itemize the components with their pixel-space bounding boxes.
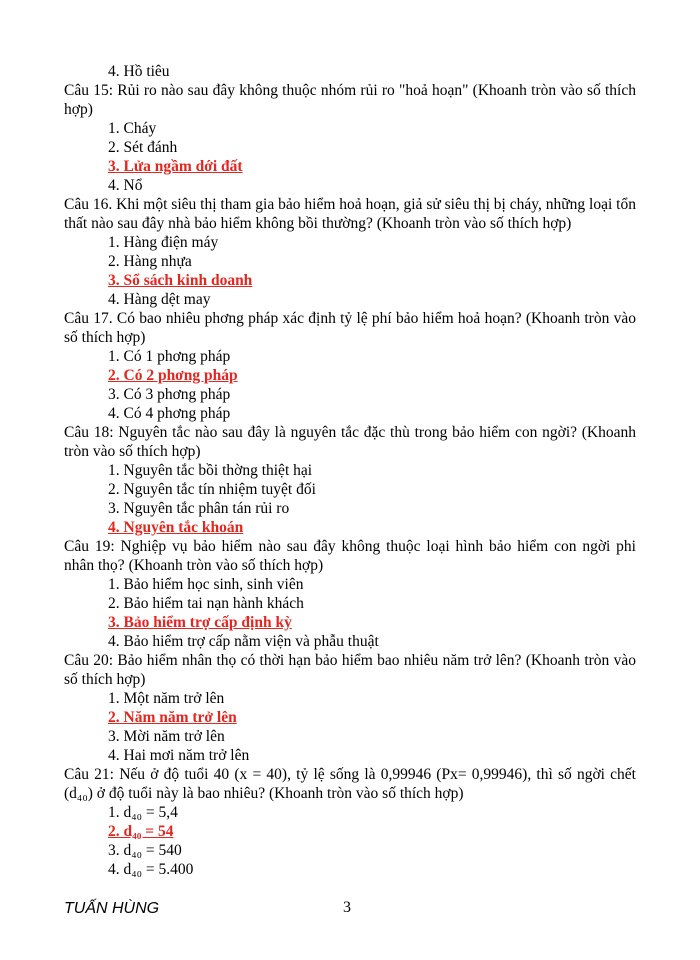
answer-option: 1. Nguyên tắc bồi thờng thiệt hại: [108, 462, 313, 479]
answer-option-correct: 3. Sổ sách kinh doanh: [108, 272, 253, 289]
answer-option-correct: 2. Có 2 phơng pháp: [108, 367, 238, 384]
question-text: Câu 20: Bảo hiểm nhân thọ có thời hạn bảo hiểm bao nhiêu năm trở lên? (Khoanh tròn vào số thích hợp): [64, 652, 636, 688]
answer-option: 4. Hồ tiêu: [108, 63, 170, 80]
answer-option: 3. d₄₀ = 540: [108, 842, 182, 859]
answer-option: 4. Hàng dệt may: [108, 291, 211, 308]
answer-option: 2. Hàng nhựa: [108, 253, 192, 270]
answer-option: 4. d₄₀ = 5.400: [108, 861, 194, 878]
answer-option: 4. Bảo hiểm trợ cấp nằm viện và phẫu thuật: [108, 633, 379, 650]
question-text: Câu 16. Khi một siêu thị tham gia bảo hiểm hoả hoạn, giả sử siêu thị bị cháy, những loại tổn thất nào sau đây nhà bảo hiểm không bồi thường? (Khoanh tròn vào số thích hợp): [64, 196, 636, 232]
answer-option: 2. Bảo hiểm tai nạn hành khách: [108, 595, 304, 612]
answer-option: 4. Hai mơi năm trở lên: [108, 747, 250, 764]
answer-option: 1. Bảo hiểm học sinh, sinh viên: [108, 576, 304, 593]
answer-option: 1. Một năm trở lên: [108, 690, 225, 707]
page-number: 3: [343, 899, 351, 916]
answer-option: 4. Có 4 phơng pháp: [108, 405, 231, 422]
answer-option: 1. d₄₀ = 5,4: [108, 804, 178, 821]
answer-option: 2. Nguyên tắc tín nhiệm tuyệt đối: [108, 481, 316, 498]
answer-option: 3. Nguyên tắc phân tán rủi ro: [108, 500, 290, 517]
question-text: Câu 17. Có bao nhiêu phơng pháp xác định tỷ lệ phí bảo hiểm hoả hoạn? (Khoanh tròn vào số thích hợp): [64, 310, 636, 346]
answer-option: 3. Có 3 phơng pháp: [108, 386, 231, 403]
answer-option: 1. Cháy: [108, 120, 157, 137]
answer-option-correct: 3. Bảo hiểm trợ cấp định kỳ: [108, 614, 292, 631]
answer-option: 4. Nổ: [108, 177, 143, 194]
footer-author: TUẤN HÙNG: [64, 900, 160, 917]
answer-option: 3. Mời năm trở lên: [108, 728, 225, 745]
answer-option-correct: 3. Lửa ngầm dới đất: [108, 158, 243, 175]
question-list: [64, 62, 636, 879]
question-text: Câu 18: Nguyên tắc nào sau đây là nguyên tắc đặc thù trong bảo hiểm con ngời? (Khoanh tròn vào số thích hợp): [64, 424, 636, 460]
answer-option-correct: 4. Nguyên tắc khoán: [108, 519, 244, 536]
answer-option: 1. Hàng điện máy: [108, 234, 219, 251]
answer-option: 2. Sét đánh: [108, 139, 178, 156]
answer-option-correct: 2. d₄₀ = 54: [108, 823, 174, 840]
question-text: Câu 19: Nghiệp vụ bảo hiểm nào sau đây không thuộc loại hình bảo hiểm con ngời phi nhân thọ? (Khoanh tròn vào số thích hợp): [64, 538, 636, 574]
question-text: Câu 21: Nếu ở độ tuổi 40 (x = 40), tỷ lệ sống là 0,99946 (Px= 0,99946), thì số ngời chết (d₄₀) ở độ tuổi này là bao nhiêu? (Khoanh tròn vào số thích hợp): [64, 766, 636, 802]
answer-option-correct: 2. Năm năm trở lên: [108, 709, 237, 726]
question-text: Câu 15: Rủi ro nào sau đây không thuộc nhóm rủi ro "hoả hoạn" (Khoanh tròn vào số thích hợp): [64, 82, 636, 118]
answer-option: 1. Có 1 phơng pháp: [108, 348, 231, 365]
